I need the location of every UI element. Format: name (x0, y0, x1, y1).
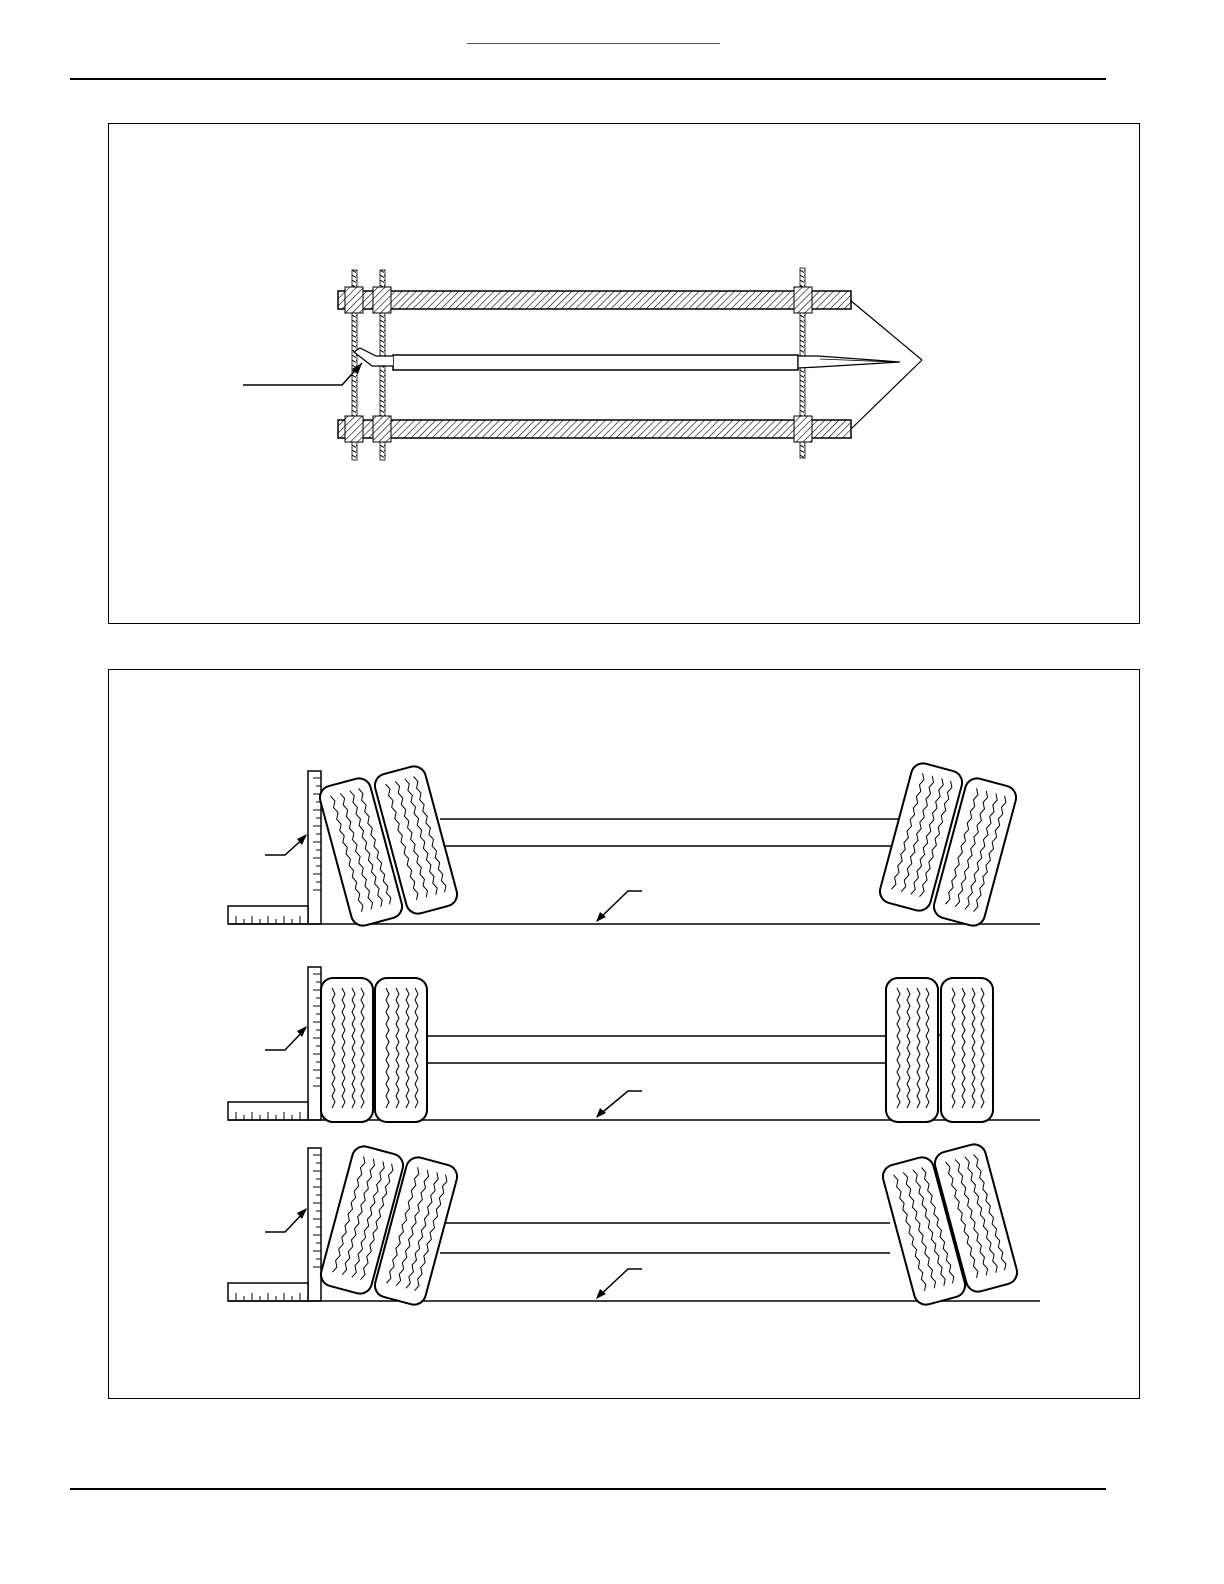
tire-icon (886, 978, 938, 1122)
tire-icon (321, 978, 373, 1122)
pointer-arrow-icon (596, 1091, 642, 1118)
upper-clamp-bar (338, 291, 851, 309)
pointer-arrow-icon (265, 1026, 307, 1050)
camber-row-zero (228, 967, 1040, 1122)
axle-fixture-drawing (243, 268, 922, 460)
pointer-arrow-icon (596, 891, 642, 922)
pointer-arrow-icon (265, 834, 307, 855)
tire-icon (941, 978, 993, 1122)
axle-bent-end (354, 348, 393, 366)
pointer-arrow-icon (243, 363, 362, 385)
pointer-arrow-icon (596, 1269, 642, 1299)
axle-taper-end (798, 356, 900, 368)
callout-line-lower (850, 360, 922, 430)
axle-bar (393, 355, 798, 370)
camber-row-negative (228, 1142, 1040, 1308)
lower-clamp-bar (338, 420, 851, 438)
tire-icon (375, 978, 427, 1122)
carpenter-square-icon (228, 771, 321, 924)
carpenter-square-icon (228, 1148, 321, 1301)
camber-row-positive (228, 761, 1040, 929)
pointer-arrow-icon (265, 1208, 307, 1232)
carpenter-square-icon (228, 967, 321, 1120)
callout-line-upper (850, 300, 922, 360)
